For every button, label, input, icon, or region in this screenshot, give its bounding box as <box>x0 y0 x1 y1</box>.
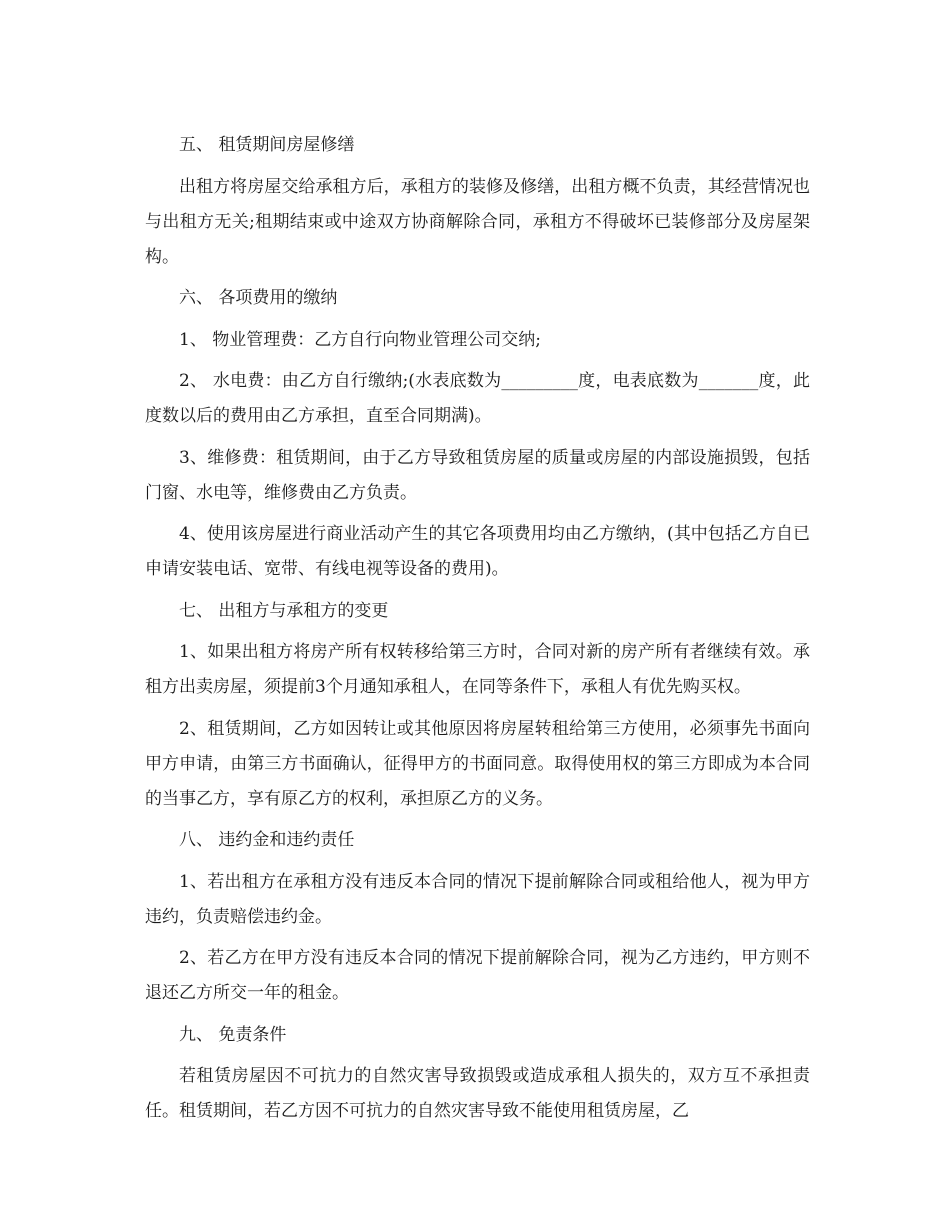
paragraph-lessor-breach: 1、若出租方在承租方没有违反本合同的情况下提前解除合同或租给他人，视为甲方违约，负责赔偿违约金。 <box>145 871 810 927</box>
section-heading-5: 五、 租赁期间房屋修缮 <box>179 135 355 155</box>
document-body <box>145 128 810 1136</box>
paragraph-lessee-breach: 2、若乙方在甲方没有违反本合同的情况下提前解除合同，视为乙方违约，甲方则不退还乙方所交一年的租金。 <box>145 948 810 1003</box>
paragraph-maintenance: 3、维修费：租赁期间，由于乙方导致租赁房屋的质量或房屋的内部设施损毁，包括门窗、水电等，维修费由乙方负责。 <box>145 447 810 503</box>
paragraph-commercial-fees: 4、使用该房屋进行商业活动产生的其它各项费用均由乙方缴纳，(其中包括乙方自已申请安装电话、宽带、有线电视等设备的费用)。 <box>145 524 810 579</box>
paragraph-force-majeure: 若租赁房屋因不可抗力的自然灾害导致损毁或造成承租人损失的，双方互不承担责任。租赁期间，若乙方因不可抗力的自然灾害导致不能使用租赁房屋，乙 <box>145 1066 810 1121</box>
section-heading-6: 六、 各项费用的缴纳 <box>179 288 338 308</box>
section-heading-7: 七、 出租方与承租方的变更 <box>179 600 389 621</box>
section-heading-8: 八、 违约金和违约责任 <box>179 830 355 850</box>
paragraph-property-fee: 1、 物业管理费：乙方自行向物业管理公司交纳; <box>179 329 541 350</box>
paragraph-ownership-transfer: 1、如果出租方将房产所有权转移给第三方时，合同对新的房产所有者继续有效。承租方出卖房屋，须提前3个月通知承租人，在同等条件下，承租人有优先购买权。 <box>145 642 810 697</box>
section-heading-9: 九、 免责条件 <box>179 1024 287 1045</box>
paragraph-sublease: 2、租赁期间，乙方如因转让或其他原因将房屋转租给第三方使用，必须事先书面向甲方申请，由第三方书面确认，征得甲方的书面同意。取得使用权的第三方即成为本合同的当事乙方，享有原乙方的权利，承担原乙方的义务。 <box>145 718 810 809</box>
paragraph-repairs: 出租方将房屋交给承租方后，承租方的装修及修缮，出租方概不负责，其经营情况也与出租方无关;租期结束或中途双方协商解除合同，承租方不得破坏已装修部分及房屋架构。 <box>145 176 810 267</box>
paragraph-utilities: 2、 水电费：由乙方自行缴纳;(水表底数为_________度，电表底数为_______度，此度数以后的费用由乙方承担，直至合同期满)。 <box>145 371 810 426</box>
